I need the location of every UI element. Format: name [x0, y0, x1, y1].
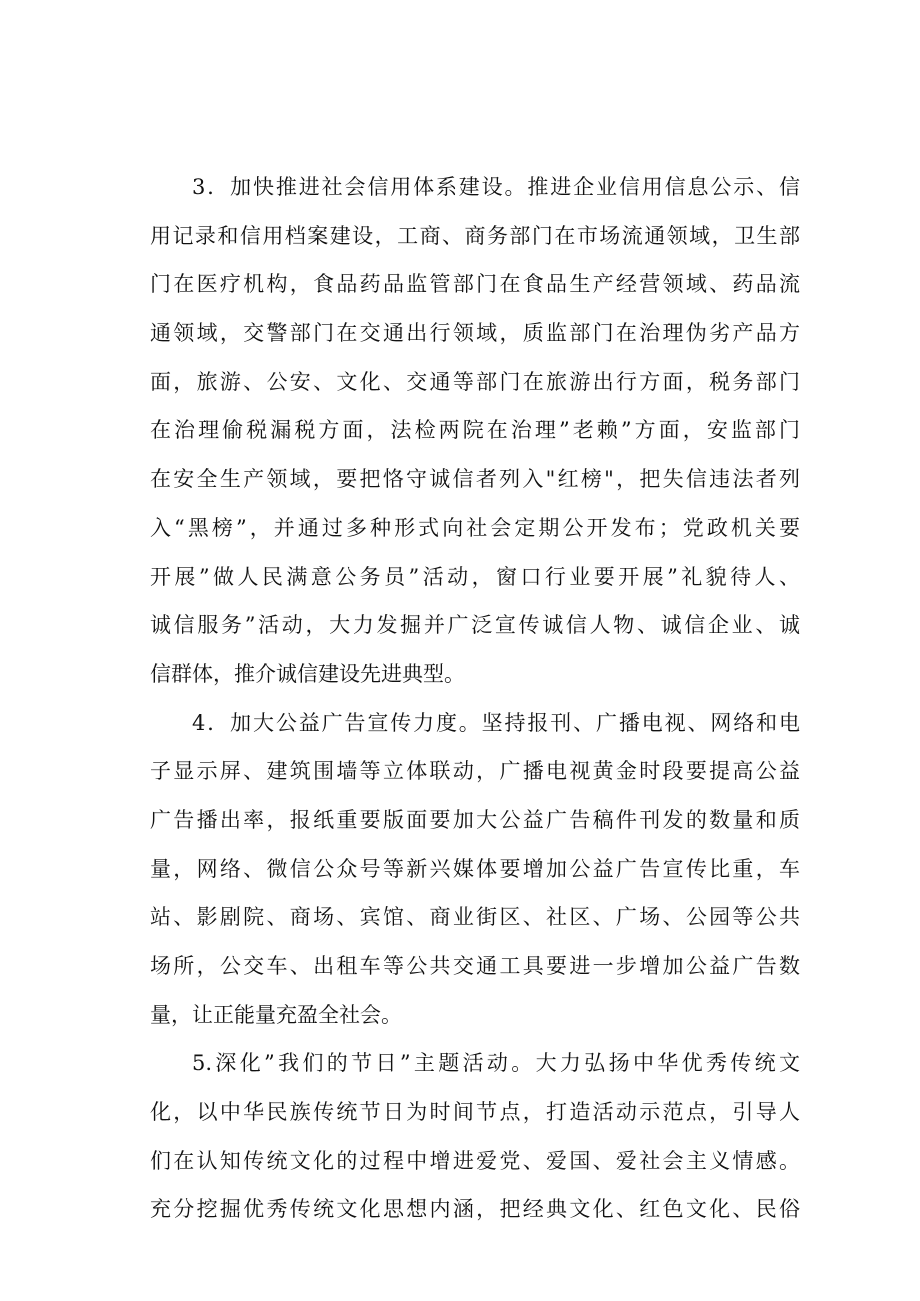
- text-line: 通领域，交警部门在交通出行领域，质监部门在治理伪劣产品方: [150, 321, 800, 346]
- paragraph-our-festivals: [150, 1039, 800, 1234]
- text-line: 门在医疗机构，食品药品监管部门在食品生产经营领域、药品流: [150, 272, 800, 297]
- paragraph-public-ads: [150, 699, 800, 1040]
- text-line: 用记录和信用档案建设，工商、商务部门在市场流通领域，卫生部: [150, 223, 800, 248]
- text-line: 化，以中华民族传统节日为时间节点，打造活动示范点，引导人: [150, 1100, 800, 1125]
- text-line: 在治理偷税漏税方面，法检两院在治理”老赖”方面，安监部门: [150, 418, 800, 443]
- text-line: 们在认知传统文化的过程中增进爱党、爱国、爱社会主义情感。: [150, 1148, 800, 1173]
- text-line: 面，旅游、公安、文化、交通等部门在旅游出行方面，税务部门: [150, 369, 800, 394]
- text-line: 信群体，推介诚信建设先进典型。: [150, 661, 465, 686]
- text-line: 广告播出率，报纸重要版面要加大公益广告稿件刊发的数量和质: [150, 807, 800, 832]
- text-line: 入“黑榜”，并通过多种形式向社会定期公开发布；党政机关要: [150, 515, 800, 540]
- paragraph-credit-system: [150, 163, 800, 699]
- text-line: 子显示屏、建筑围墙等立体联动，广播电视黄金时段要提高公益: [150, 759, 800, 784]
- text-line: 5.深化”我们的节日”主题活动。大力弘扬中华优秀传统文: [192, 1051, 800, 1076]
- text-line: 开展”做人民满意公务员”活动，窗口行业要开展”礼貌待人、: [150, 564, 800, 589]
- text-line: 量，网络、微信公众号等新兴媒体要增加公益广告宣传比重，车: [150, 856, 800, 881]
- document-body: [150, 163, 800, 1234]
- text-line: 量，让正能量充盈全社会。: [150, 1002, 402, 1027]
- text-line: 站、影剧院、商场、宾馆、商业街区、社区、广场、公园等公共: [150, 905, 800, 930]
- text-line: 充分挖掘优秀传统文化思想内涵，把经典文化、红色文化、民俗: [150, 1197, 800, 1222]
- text-line: 场所，公交车、出租车等公共交通工具要进一步增加公益广告数: [150, 954, 800, 978]
- text-line: 3．加快推进社会信用体系建设。推进企业信用信息公示、信: [192, 175, 800, 199]
- text-line: 诚信服务”活动，大力发掘并广泛宣传诚信人物、诚信企业、诚: [150, 613, 800, 638]
- text-line: 4．加大公益广告宣传力度。坚持报刊、广播电视、网络和电: [192, 710, 800, 735]
- text-line: 在安全生产领域，要把恪守诚信者列入"红榜"，把失信违法者列: [150, 467, 800, 492]
